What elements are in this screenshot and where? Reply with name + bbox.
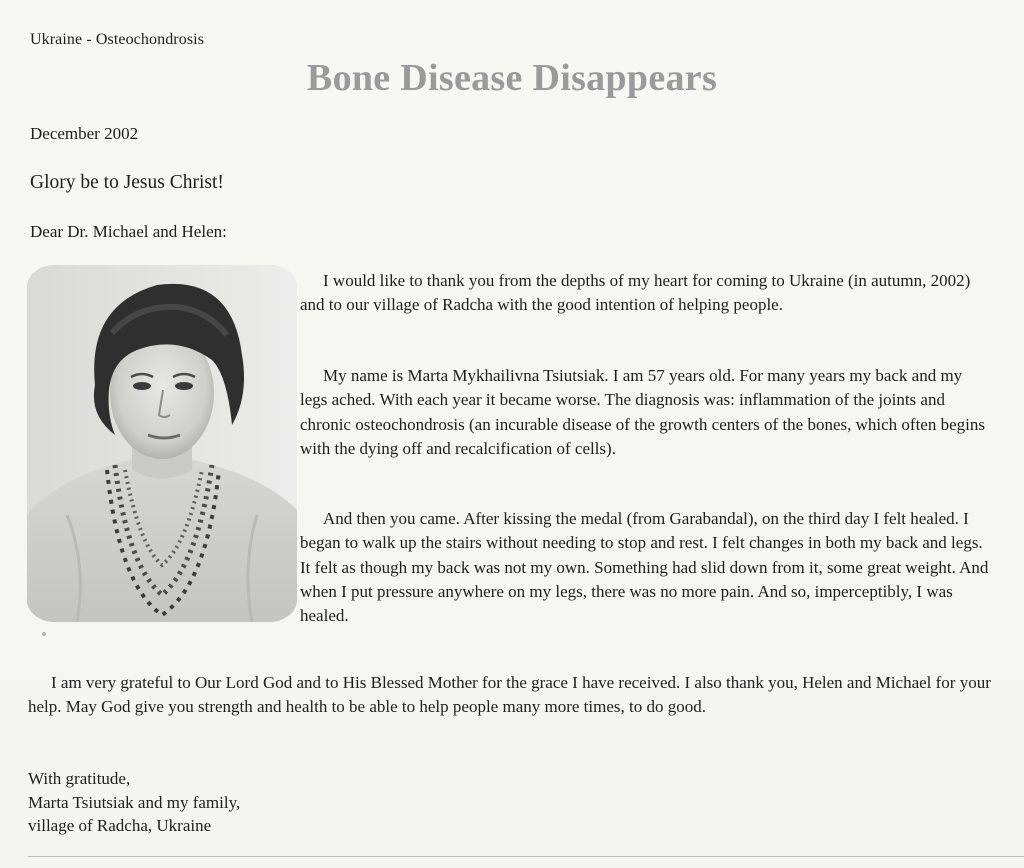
letter-paragraph: And then you came. After kissing the medal (from Garabandal), on the third day I felt healed. I began to walk up the stairs without needing to stop and rest. I felt changes in both my back and legs. It felt as though my back was not my own. Something had slid down from it, some great weight. And when I put pressure anywhere on my legs, there was no more pain. And so, imperceptibly, I was healed. [300, 509, 989, 626]
letter-closing [28, 767, 240, 838]
letter-paragraph: My name is Marta Mykhailivna Tsiutsiak. I am 57 years old. For many years my back and my legs ached. With each year it became worse. The diagnosis was: inflammation of the joints and chronic osteochondrosis (an incurable disease of the growth centers of the bones, which often begins with the dying off and recalcification of cells). [300, 366, 985, 458]
article-title: Bone Disease Disappears [306, 57, 718, 99]
closing-signature: Marta Tsiutsiak and my family, [28, 792, 241, 812]
divider-rule [28, 856, 1024, 857]
scan-speck [42, 632, 46, 636]
location-label: Ukraine - Osteochondrosis [30, 31, 205, 48]
portrait-photo [27, 265, 297, 622]
letter-greeting: Glory be to Jesus Christ! [30, 172, 224, 193]
letter-paragraph: I am very grateful to Our Lord God and to His Blessed Mother for the grace I have received. I also thank you, Helen and Michael for your help. May God give you strength and health to be able to help people many more times, to do good. [28, 673, 991, 717]
closing-place: village of Radcha, Ukraine [28, 816, 212, 835]
closing-line: With gratitude, [28, 769, 131, 788]
letter-date: December 2002 [30, 124, 139, 143]
letter-paragraph: I would like to thank you from the depths of my heart for coming to Ukraine (in autumn, 2002) and to our village of Radcha with the good intention of helping people. [300, 271, 971, 315]
letter-salutation: Dear Dr. Michael and Helen: [30, 222, 227, 241]
